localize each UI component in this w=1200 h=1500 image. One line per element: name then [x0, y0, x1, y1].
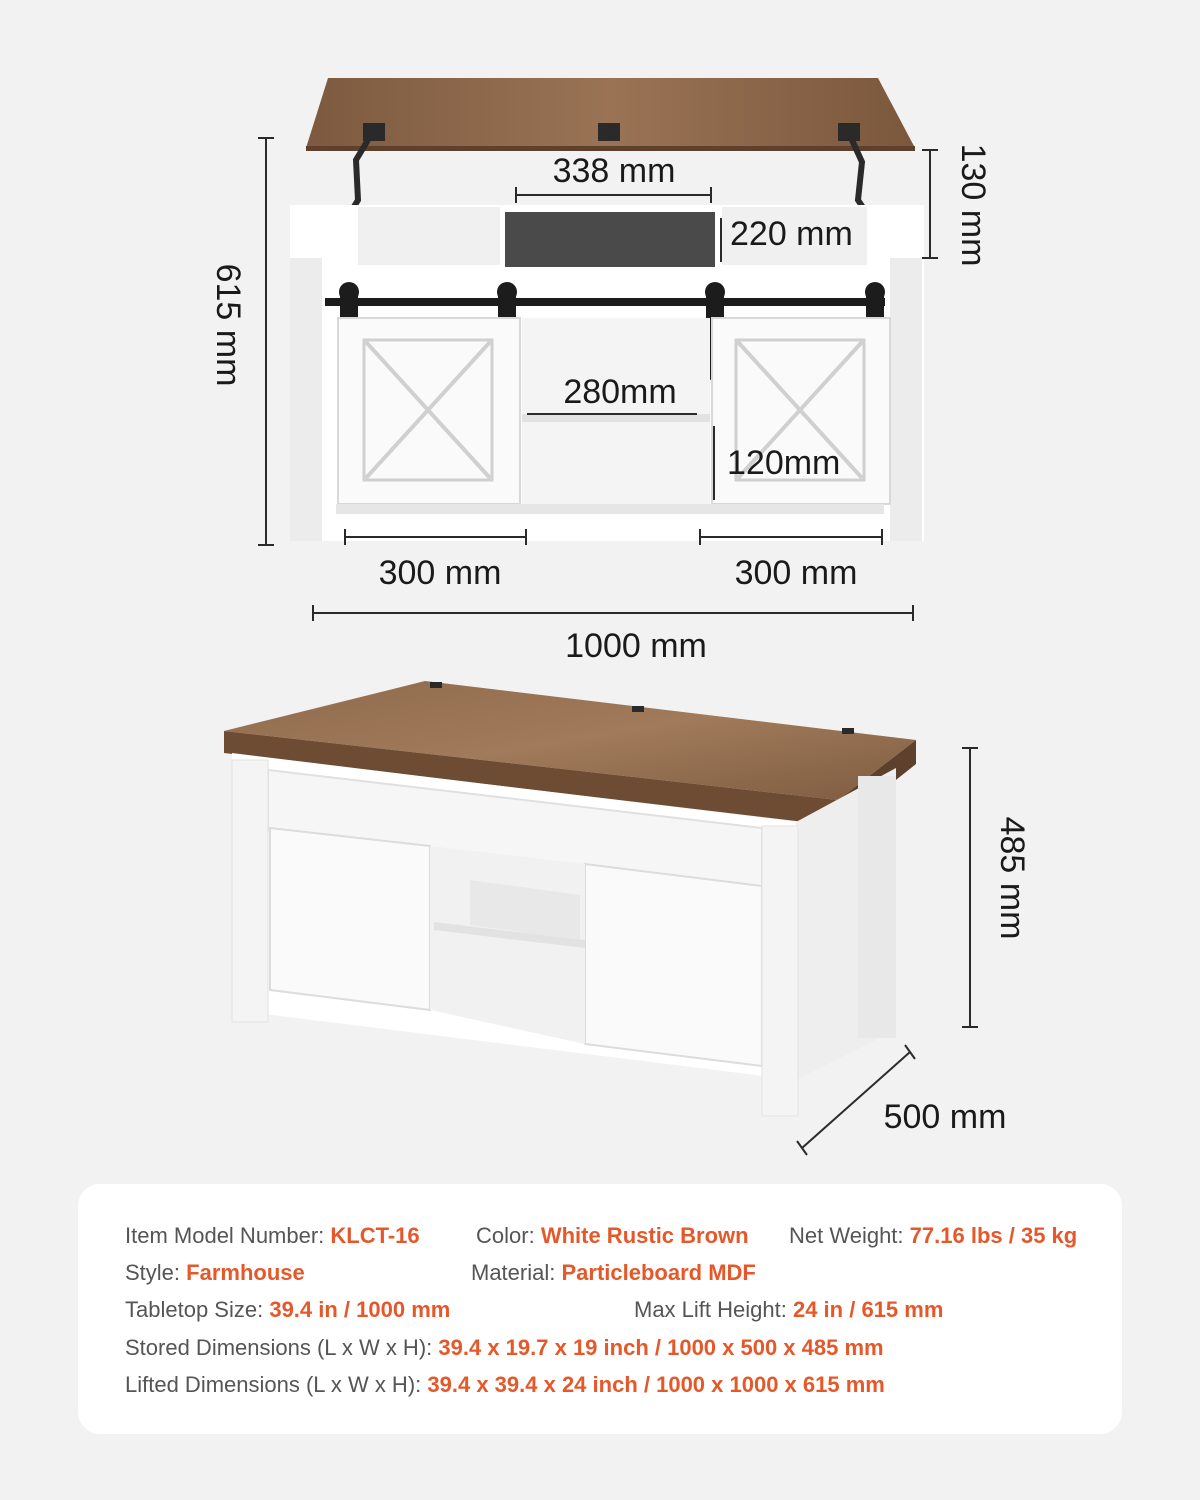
spec-color-label: Color:	[476, 1223, 535, 1248]
spec-lifted	[125, 1370, 885, 1400]
spec-max-lift	[634, 1295, 943, 1325]
raised-tabletop-edge	[306, 146, 915, 151]
spec-style	[125, 1258, 305, 1288]
spec-lifted-label: Lifted Dimensions (L x W x H):	[125, 1372, 422, 1397]
center-open-shelf	[522, 318, 710, 504]
dim-stored-height-label: 485 mm	[993, 816, 1031, 940]
dim-shelf-width-label: 280mm	[563, 373, 677, 411]
front-left-leg	[232, 760, 268, 1022]
dim-total-height-label: 615 mm	[209, 263, 247, 387]
spec-weight-value: 77.16 lbs / 35 kg	[909, 1223, 1078, 1248]
spec-style-value: Farmhouse	[186, 1260, 305, 1285]
spec-weight-label: Net Weight:	[789, 1223, 904, 1248]
specifications-card	[78, 1184, 1122, 1434]
spec-row-5	[78, 1370, 1122, 1400]
spec-row-4	[78, 1333, 1122, 1363]
dim-shelf-height-label: 120mm	[727, 444, 841, 482]
hinge	[842, 728, 854, 734]
spec-row-3	[78, 1295, 1122, 1325]
back-right-leg	[858, 776, 896, 1038]
barn-door-rail	[325, 298, 885, 306]
shelf-board	[522, 414, 710, 422]
spec-material	[471, 1258, 756, 1288]
left-cabinet-door	[270, 828, 430, 1010]
hinge	[632, 706, 644, 712]
dim-insert-depth-label: 220 mm	[730, 215, 853, 253]
hinge	[363, 123, 385, 141]
storage-compartment-left	[358, 207, 500, 265]
spec-model-label: Item Model Number:	[125, 1223, 325, 1248]
spec-stored-label: Stored Dimensions (L x W x H):	[125, 1335, 433, 1360]
spec-material-label: Material:	[471, 1260, 556, 1285]
hinge	[838, 123, 860, 141]
spec-color	[476, 1221, 749, 1251]
spec-row-1	[78, 1221, 1122, 1251]
front-right-leg	[762, 826, 798, 1116]
dim-right-cabinet-label: 300 mm	[734, 554, 858, 592]
spec-weight	[789, 1221, 1077, 1251]
spec-style-label: Style:	[125, 1260, 181, 1285]
dim-inner-width-label: 338 mm	[552, 152, 676, 190]
spec-tabletop	[125, 1295, 450, 1325]
dim-lift-gap-label: 130 mm	[954, 143, 992, 267]
dim-total-width-label: 1000 mm	[565, 627, 707, 665]
spec-row-2	[78, 1258, 1122, 1288]
closed-table-illustration	[224, 681, 916, 1116]
left-leg	[290, 258, 322, 541]
right-leg	[890, 258, 922, 541]
spec-color-value: White Rustic Brown	[540, 1223, 749, 1248]
spec-model-value: KLCT-16	[330, 1223, 420, 1248]
spec-lifted-value: 39.4 x 39.4 x 24 inch / 1000 x 1000 x 615 mm	[427, 1372, 885, 1397]
hinge	[430, 682, 442, 688]
spec-tabletop-label: Tabletop Size:	[125, 1297, 264, 1322]
right-cabinet-door	[585, 864, 762, 1066]
spec-model	[125, 1221, 420, 1251]
spec-stored-value: 39.4 x 19.7 x 19 inch / 1000 x 500 x 485 mm	[438, 1335, 884, 1360]
spec-tabletop-value: 39.4 in / 1000 mm	[269, 1297, 451, 1322]
spec-max-lift-value: 24 in / 615 mm	[792, 1297, 944, 1322]
spec-material-value: Particleboard MDF	[561, 1260, 756, 1285]
dim-depth-label: 500 mm	[883, 1098, 1007, 1136]
storage-compartment-center	[505, 212, 715, 267]
cabinet-base	[336, 504, 884, 514]
spec-max-lift-label: Max Lift Height:	[634, 1297, 787, 1322]
spec-stored	[125, 1333, 884, 1363]
dim-left-cabinet-label: 300 mm	[378, 554, 502, 592]
hinge	[598, 123, 620, 141]
left-barn-door	[338, 318, 520, 504]
